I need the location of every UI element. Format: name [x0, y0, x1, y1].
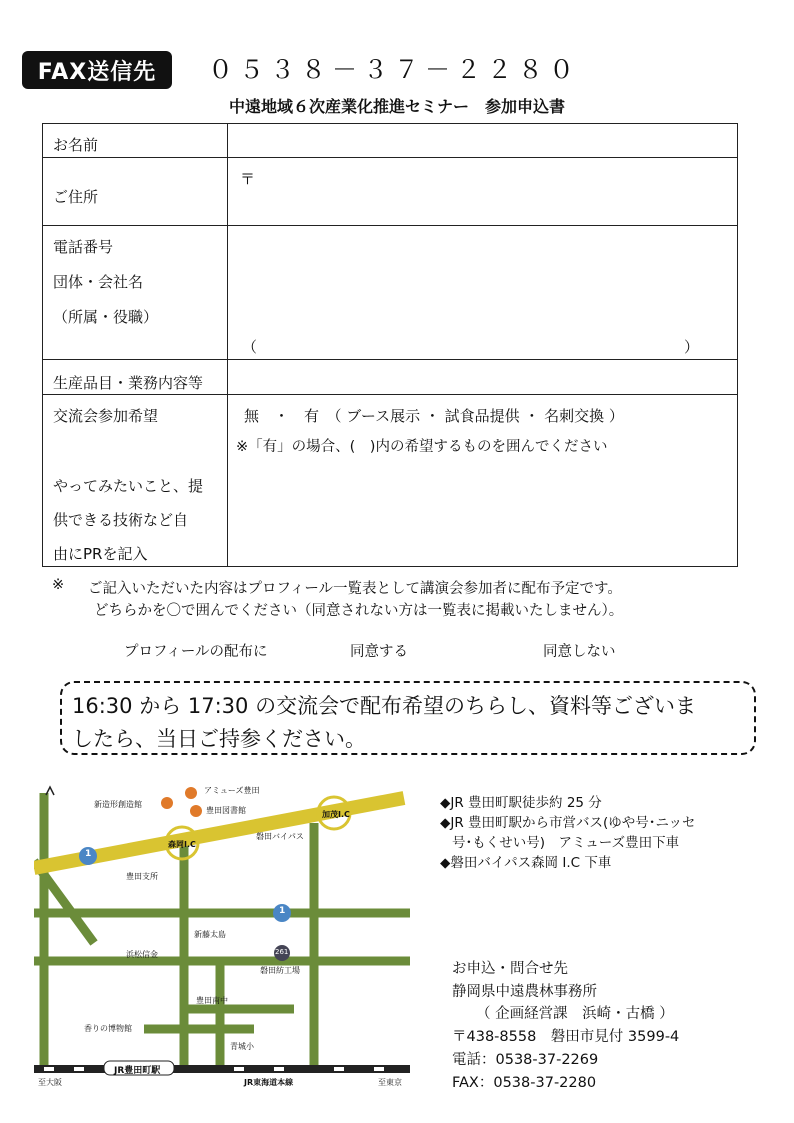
pr-label-1: やってみたいこと、提 — [53, 477, 204, 495]
access-line-3: 号･もくせい号) アミューズ豊田下車 — [452, 835, 680, 851]
exchange-note: ※「有」の場合、( )内の希望するものを囲んでください — [236, 439, 608, 455]
exchange-field[interactable] — [228, 395, 738, 567]
address-label: ご住所 — [53, 188, 99, 206]
note-line-1: ご記入いただいた内容はプロフィール一覧表として講演会参加者に配布予定です。 — [88, 581, 622, 597]
library-marker — [190, 805, 202, 817]
map-label-bypass: 磐田バイパス — [256, 832, 304, 841]
map-label-route261: 261 — [275, 948, 289, 956]
flyer-line-2: したら、当日ご持参ください。 — [72, 727, 366, 751]
address-label-cell — [43, 158, 228, 226]
map-label-kamo-ic: 加茂I.C — [322, 810, 350, 819]
fax-label: FAX送信先 — [22, 51, 172, 89]
map-label-toyoda-minami: 豊田南中 — [196, 996, 228, 1005]
contact-office: 静岡県中遠農林事務所 — [452, 984, 597, 1000]
exchange-label: 交流会参加希望 — [53, 407, 159, 425]
map-label-to-hamamatsu: 至大阪 — [38, 1078, 62, 1087]
map-label-route1-west: 1 — [85, 849, 92, 859]
shinzokei-marker — [161, 797, 173, 809]
map-label-station: JR豊田町駅 — [114, 1066, 161, 1076]
pr-label-2: 供できる技術など自 — [53, 511, 189, 529]
phone-company-label-cell — [43, 226, 228, 360]
map-label-to-tokyo: 至東京 — [378, 1078, 402, 1087]
phone-company-field[interactable] — [228, 226, 738, 360]
products-label: 生産品目・業務内容等 — [53, 374, 204, 392]
page-title: 中遠地域６次産業化推進セミナー 参加申込書 — [228, 97, 565, 116]
map-label-toyoda-office: 豊田支所 — [126, 872, 158, 881]
contact-address: 〒438-8558 磐田市見付 3599-4 — [452, 1029, 680, 1045]
amuse-marker — [185, 787, 197, 799]
agree-option[interactable]: 同意する — [350, 644, 408, 660]
map-graphic — [34, 783, 410, 1103]
map-label-route1-east: 1 — [279, 906, 286, 916]
application-form — [42, 123, 738, 567]
name-field[interactable] — [228, 124, 738, 158]
note-mark: ※ — [52, 577, 65, 593]
map-label-jr-line: JR東海道本線 — [244, 1078, 294, 1087]
profile-label: プロフィールの配布に — [124, 644, 268, 660]
disagree-option[interactable]: 同意しない — [543, 644, 616, 660]
map-label-amuse: アミューズ豊田 — [204, 786, 260, 795]
fax-number: ０５３８－３７－２２８０ — [208, 55, 581, 84]
map-label-shinzokei: 新造形創造館 — [94, 800, 142, 809]
paren-open: （ — [242, 338, 258, 356]
map-label-shinfuji: 新藤太島 — [194, 930, 226, 939]
exchange-options: 無 ・ 有 （ ブース展示 ・ 試食品提供 ・ 名刺交換 ） — [244, 407, 624, 425]
map-label-aoki: 青城小 — [230, 1042, 254, 1051]
access-line-1: ◆JR 豊田町駅徒歩約 25 分 — [440, 795, 602, 811]
rail-line — [34, 1065, 410, 1073]
contact-section: （ 企画経営課 浜崎・古橋 ） — [476, 1006, 674, 1022]
exchange-label-cell — [43, 395, 228, 567]
company-label: 団体・会社名 — [53, 273, 144, 291]
dept-label: （所属・役職） — [53, 308, 159, 326]
postal-mark: 〒 — [240, 170, 256, 188]
products-field[interactable] — [228, 360, 738, 395]
map-label-iwata-tech: 磐田紡工場 — [260, 966, 300, 975]
name-label-cell — [43, 124, 228, 158]
access-line-2: ◆JR 豊田町駅から市営バス(ゆや号･ニッセ — [440, 815, 696, 831]
products-label-cell — [43, 360, 228, 395]
address-field[interactable] — [228, 158, 738, 226]
phone-label: 電話番号 — [53, 238, 114, 256]
map-label-morioka-ic: 森岡I.C — [168, 840, 196, 849]
contact-phone: 電話：0538-37-2269 — [452, 1052, 599, 1068]
flyer-line-1: 16:30 から 17:30 の交流会で配布希望のちらし、資料等ございま — [72, 694, 697, 718]
map-label-hamamatsu-bank: 浜松信金 — [126, 950, 158, 959]
map-label-library: 豊田図書館 — [206, 806, 246, 815]
name-label: お名前 — [53, 136, 99, 154]
north-arrow-icon — [46, 787, 54, 795]
pr-label-3: 由にPRを記入 — [53, 545, 148, 563]
paren-close: ） — [684, 338, 700, 356]
map-label-kaori: 香りの博物館 — [84, 1024, 132, 1033]
access-line-4: ◆磐田バイパス森岡 I.C 下車 — [440, 855, 612, 871]
note-line-2: どちらかを〇で囲んでください（同意されない方は一覧表に掲載いたしません）。 — [94, 603, 624, 619]
contact-fax: FAX：0538-37-2280 — [452, 1075, 597, 1091]
access-map — [34, 783, 410, 1103]
contact-heading: お申込・問合せ先 — [452, 961, 568, 977]
